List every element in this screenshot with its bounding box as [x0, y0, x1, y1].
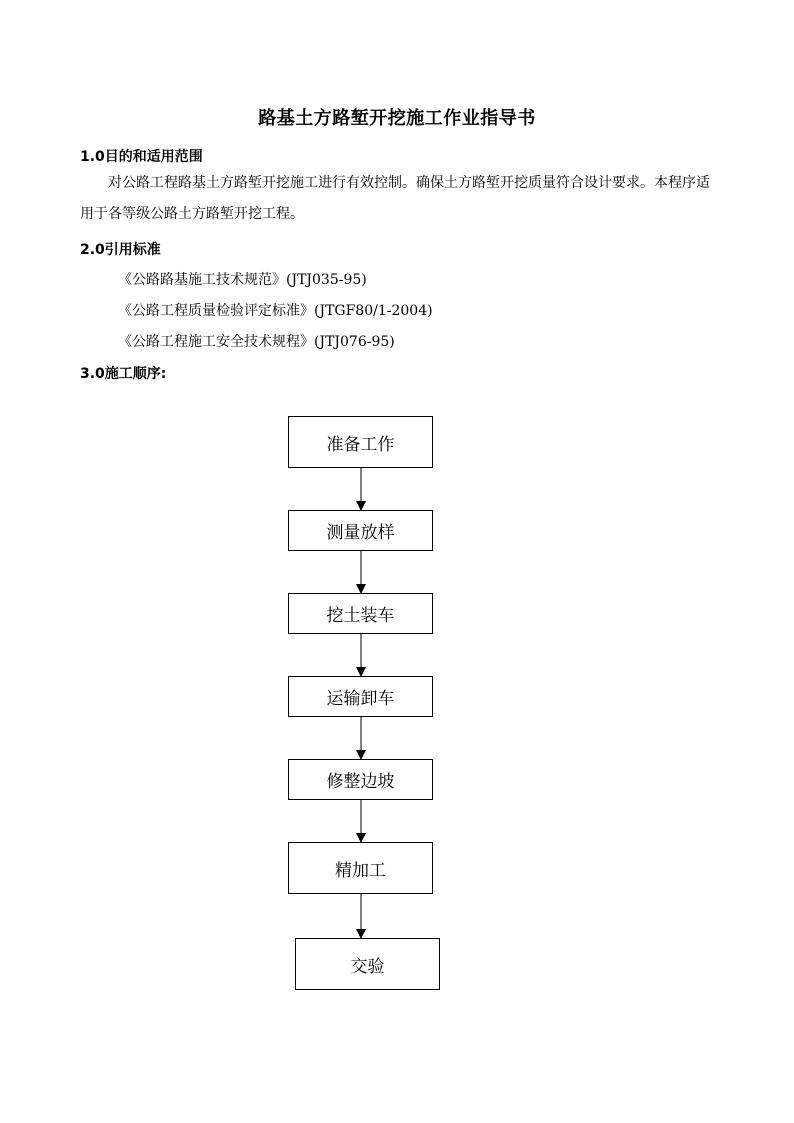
flow-step-finishing: 精加工 [288, 842, 433, 894]
document-title: 路基土方路堑开挖施工作业指导书 [258, 108, 536, 129]
reference-item: 《公路路基施工技术规范》(JTJ035-95) [118, 272, 367, 288]
section-heading-sequence: 3.0施工顺序: [80, 366, 167, 382]
flow-step-transport-unload: 运输卸车 [288, 676, 433, 717]
reference-item: 《公路工程施工安全技术规程》(JTJ076-95) [118, 334, 395, 350]
flow-step-excavate-load: 挖土装车 [288, 593, 433, 634]
section-heading-purpose: 1.0目的和适用范围 [80, 149, 203, 165]
flow-step-survey-staking: 测量放样 [288, 510, 433, 551]
flow-step-trim-slope: 修整边坡 [288, 759, 433, 800]
section-heading-references: 2.0引用标准 [80, 242, 161, 258]
flow-step-acceptance: 交验 [295, 938, 440, 990]
flow-step-preparation: 准备工作 [288, 416, 433, 468]
reference-item: 《公路工程质量检验评定标准》(JTGF80/1-2004) [118, 303, 433, 319]
section-body-purpose: 对公路工程路基土方路堑开挖施工进行有效控制。确保土方路堑开挖质量符合设计要求。本程序适用于各等级公路土方路堑开挖工程。 [80, 175, 710, 222]
